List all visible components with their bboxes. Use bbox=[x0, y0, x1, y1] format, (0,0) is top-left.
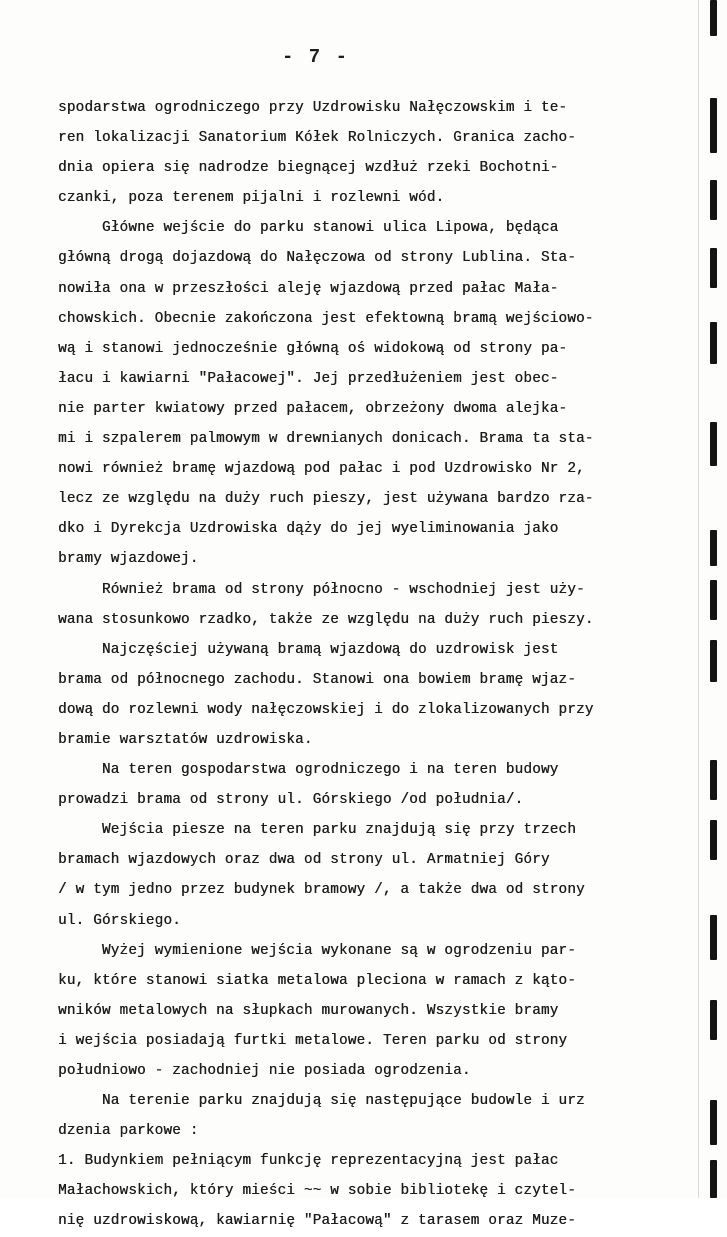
film-edge-line bbox=[698, 0, 699, 1198]
text-line: bramie warsztatów uzdrowiska. bbox=[58, 731, 313, 748]
edge-mark bbox=[710, 322, 717, 364]
edge-mark bbox=[710, 1160, 717, 1198]
text-line: dko i Dyrekcja Uzdrowiska dąży do jej wyeliminowania jako bbox=[58, 521, 559, 538]
body-text bbox=[58, 93, 698, 1237]
text-line: / w tym jedno przez budynek bramowy /, a także dwa od strony bbox=[58, 882, 585, 899]
text-line: Najczęściej używaną bramą wjazdową do uzdrowisk jest bbox=[58, 641, 559, 658]
text-line: Również brama od strony północno - wschodniej jest uży- bbox=[58, 581, 585, 598]
text-line: łacu i kawiarni "Pałacowej". Jej przedłużeniem jest obec- bbox=[58, 370, 559, 387]
edge-mark bbox=[710, 915, 717, 960]
film-edge-marks bbox=[702, 0, 727, 1198]
text-line: Wejścia piesze na teren parku znajdują się przy trzech bbox=[58, 822, 576, 839]
text-line: nię uzdrowiskową, kawiarnię "Pałacową" z tarasem oraz Muze- bbox=[58, 1213, 576, 1230]
text-line: wników metalowych na słupkach murowanych. Wszystkie bramy bbox=[58, 1002, 559, 1019]
text-line: chowskich. Obecnie zakończona jest efektowną bramą wejściowo- bbox=[58, 310, 594, 327]
edge-mark bbox=[710, 640, 717, 682]
edge-mark bbox=[710, 248, 717, 288]
text-line: wą i stanowi jednocześnie główną oś widokową od strony pa- bbox=[58, 340, 568, 357]
edge-mark bbox=[710, 1100, 717, 1145]
text-line: wana stosunkowo rzadko, także ze względu na duży ruch pieszy. bbox=[58, 611, 594, 628]
text-line: Na teren gospodarstwa ogrodniczego i na teren budowy bbox=[58, 762, 559, 779]
edge-mark bbox=[710, 422, 717, 466]
edge-mark bbox=[710, 180, 717, 220]
text-line: Wyżej wymienione wejścia wykonane są w ogrodzeniu par- bbox=[58, 942, 576, 959]
text-line: spodarstwa ogrodniczego przy Uzdrowisku Nałęczowskim i te- bbox=[58, 100, 568, 116]
text-line: bramy wjazdowej. bbox=[58, 551, 199, 568]
text-line: lecz ze względu na duży ruch pieszy, jest używana bardzo rza- bbox=[58, 491, 594, 508]
text-line: nowi również bramę wjazdową pod pałac i pod Uzdrowisko Nr 2, bbox=[58, 461, 585, 478]
text-line: dzenia parkowe : bbox=[58, 1123, 199, 1140]
edge-mark bbox=[710, 0, 717, 36]
page-number: - 7 - bbox=[282, 46, 350, 68]
text-line: Małachowskich, który mieści ~~ w sobie bibliotekę i czytel- bbox=[58, 1183, 576, 1200]
edge-mark bbox=[710, 820, 717, 860]
text-line: nie parter kwiatowy przed pałacem, obrzeżony dwoma alejka- bbox=[58, 400, 568, 417]
edge-mark bbox=[710, 760, 717, 800]
text-line: Główne wejście do parku stanowi ulica Lipowa, będąca bbox=[58, 220, 559, 237]
text-line: dową do rozlewni wody nałęczowskiej i do zlokalizowanych przy bbox=[58, 701, 594, 718]
text-line: 1. Budynkiem pełniącym funkcję reprezentacyjną jest pałac bbox=[58, 1153, 559, 1170]
text-line: bramach wjazdowych oraz dwa od strony ul. Armatniej Góry bbox=[58, 852, 550, 869]
text-line: południowo - zachodniej nie posiada ogrodzenia. bbox=[58, 1063, 471, 1079]
edge-mark bbox=[710, 98, 717, 153]
text-line: i wejścia posiadają furtki metalowe. Teren parku od strony bbox=[58, 1032, 568, 1049]
text-line: dnia opiera się nadrodze biegnącej wzdłuż rzeki Bochotni- bbox=[58, 160, 559, 177]
text-line: ku, które stanowi siatka metalowa pleciona w ramach z kąto- bbox=[58, 972, 576, 989]
edge-mark bbox=[710, 530, 717, 566]
text-line: główną drogą dojazdową do Nałęczowa od strony Lublina. Sta- bbox=[58, 250, 576, 267]
edge-mark bbox=[710, 1000, 717, 1040]
text-line: prowadzi brama od strony ul. Górskiego /od południa/. bbox=[58, 792, 524, 809]
text-line: ren lokalizacji Sanatorium Kółek Rolniczych. Granica zacho- bbox=[58, 130, 576, 147]
text-line: ul. Górskiego. bbox=[58, 912, 181, 929]
text-line: Na terenie parku znajdują się następujące budowle i urz bbox=[58, 1093, 585, 1110]
edge-mark bbox=[710, 580, 717, 620]
text-line: mi i szpalerem palmowym w drewnianych donicach. Brama ta sta- bbox=[58, 431, 594, 448]
text-line: nowiła ona w przeszłości aleję wjazdową przed pałac Małа- bbox=[58, 280, 559, 297]
text-line: czanki, poza terenem pijalni i rozlewni wód. bbox=[58, 190, 445, 207]
text-line: brama od północnego zachodu. Stanowi ona bowiem bramę wjaz- bbox=[58, 671, 576, 688]
